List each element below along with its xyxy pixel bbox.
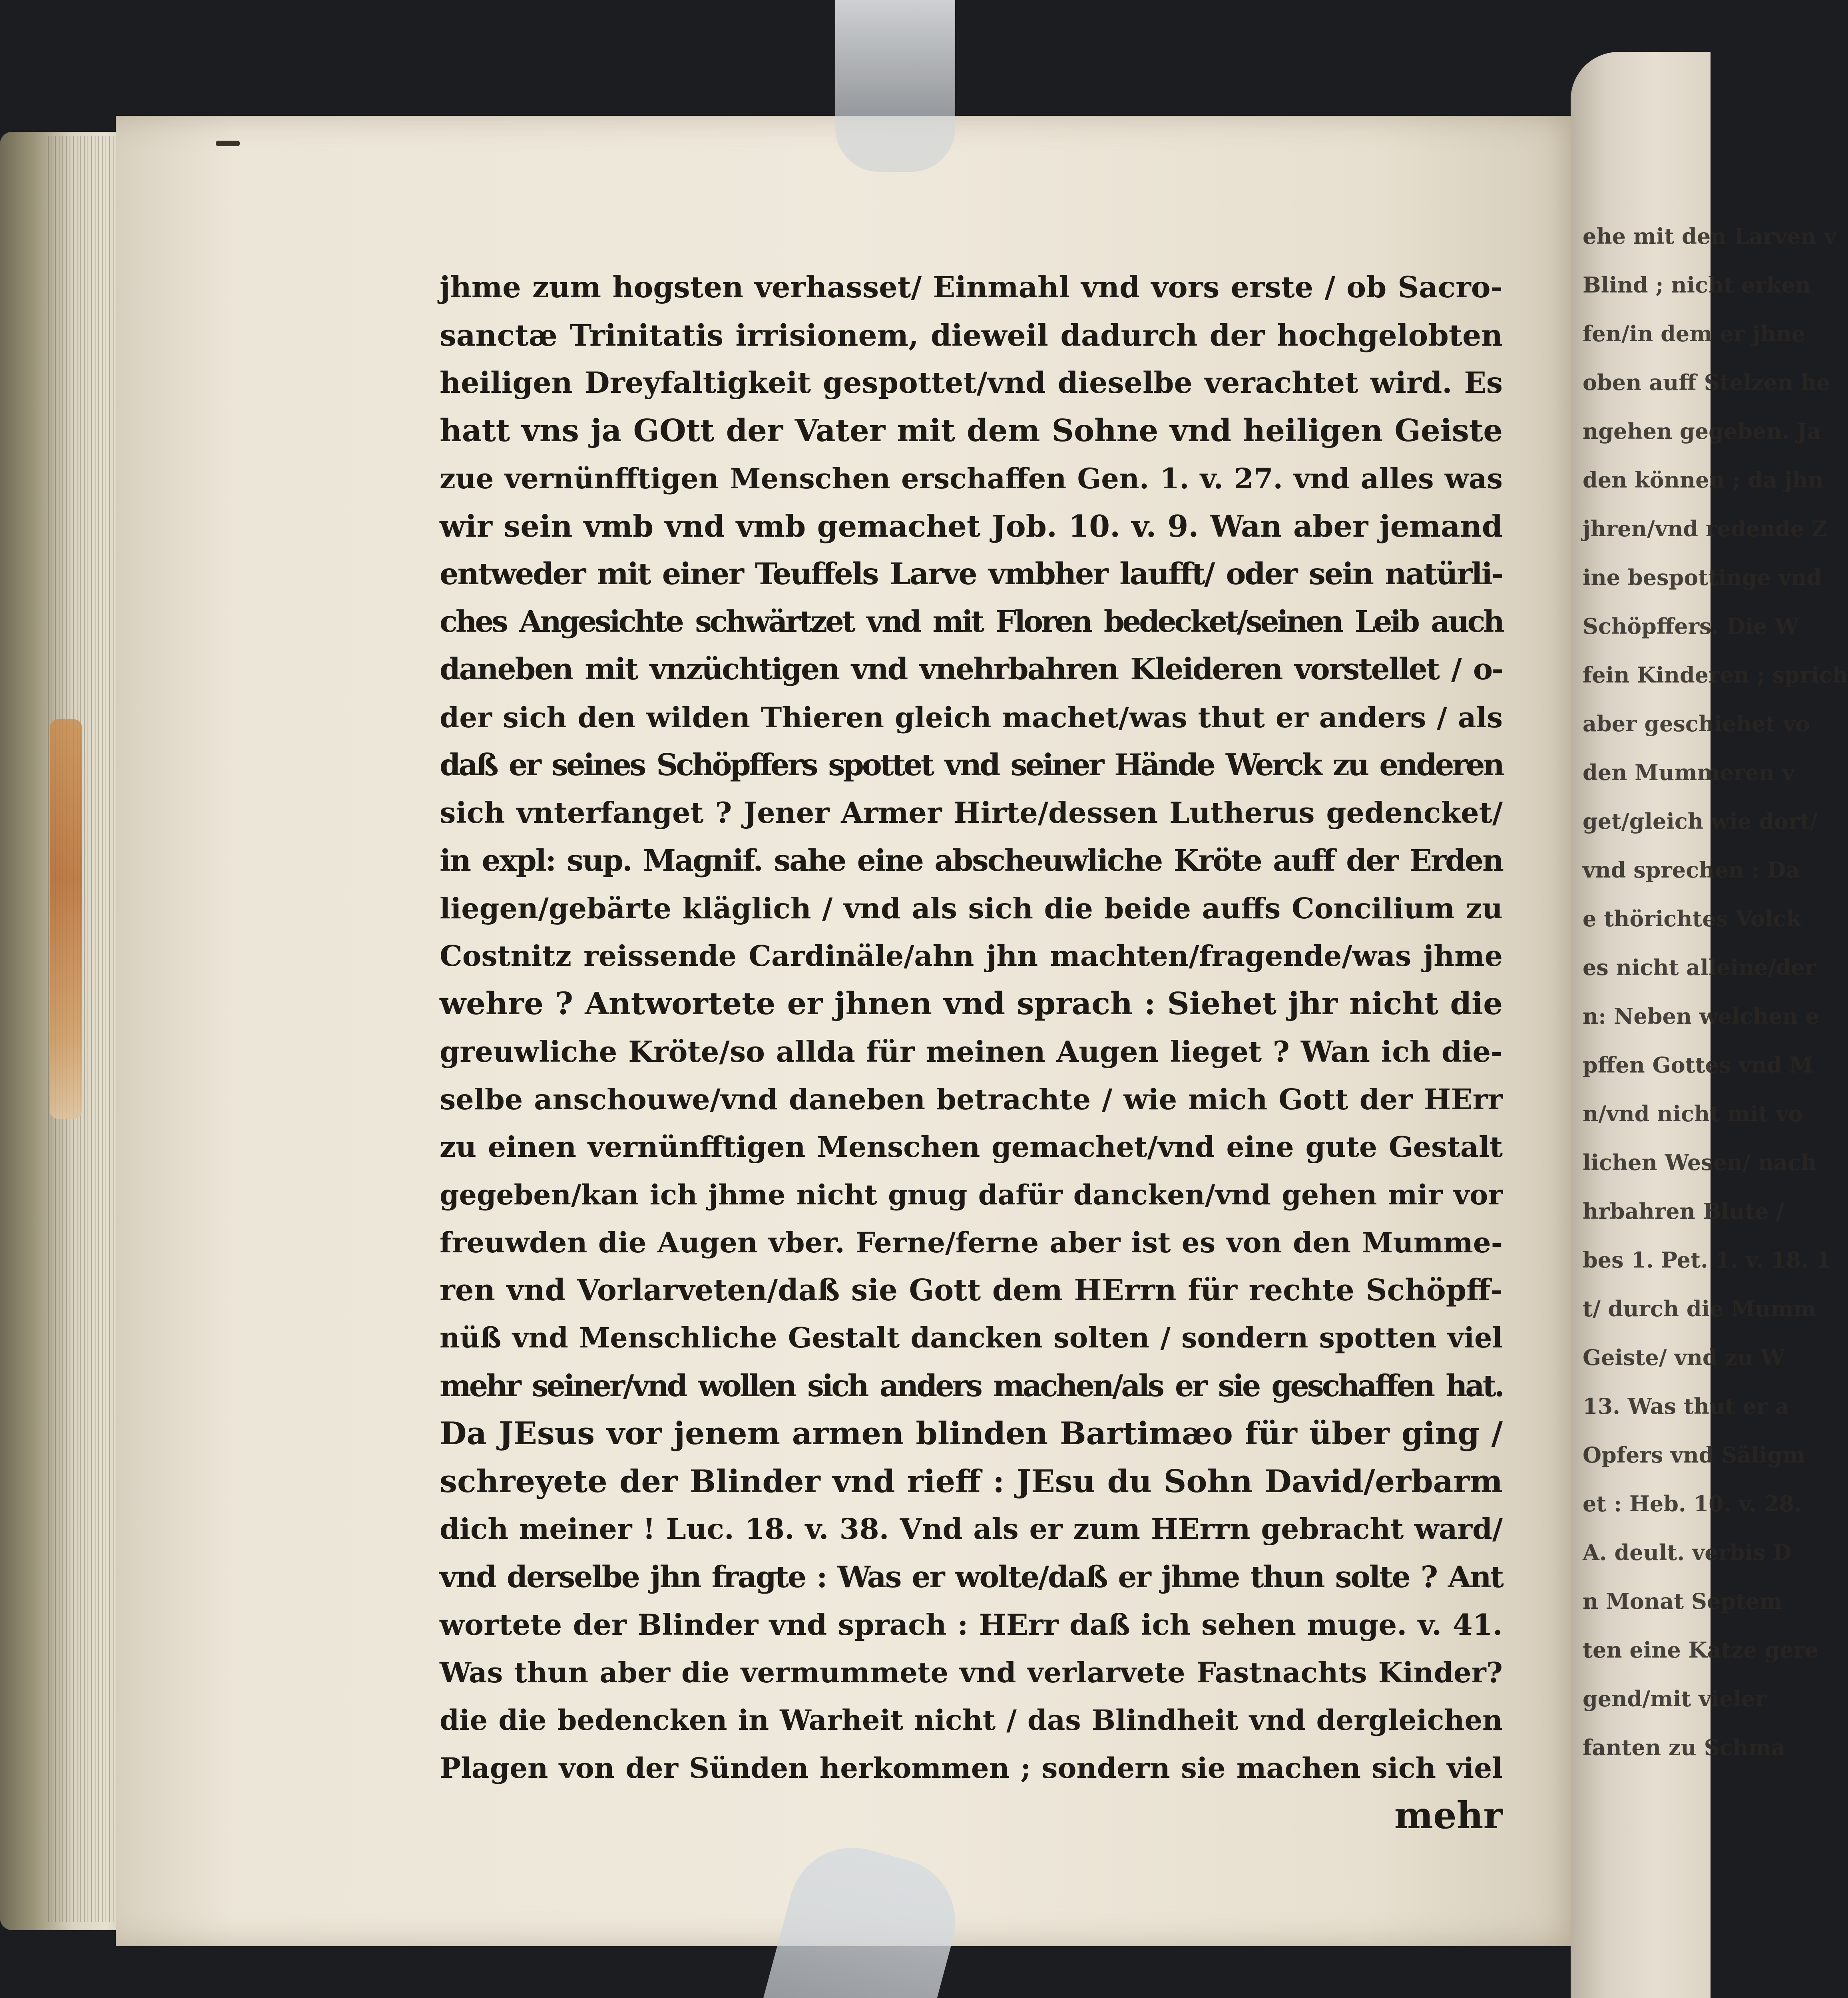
right-page-line: den Mummeren v (1583, 760, 1795, 785)
text-line: freuwden die Augen vber. Ferne/ferne aber ist es von den Mumme- (440, 1226, 1503, 1259)
text-line: jhme zum hogsten verhasset/ Einmahl vnd vors erste / ob Sacro- (440, 270, 1503, 304)
right-page-line: A. deult. verbis D (1583, 1540, 1792, 1565)
right-page-line: 13. Was thut er a (1583, 1393, 1789, 1419)
right-page-line: fen/in dem er jhne (1583, 321, 1806, 346)
right-page-line: et : Heb. 10. v. 28. (1583, 1491, 1802, 1516)
text-line: wortete der Blinder vnd sprach : HErr daß ich sehen muge. v. 41. (440, 1608, 1503, 1642)
right-page-line: t/ durch die Mumm (1583, 1296, 1816, 1321)
text-line: ren vnd Vorlarveten/daß sie Gott dem HErrn für rechte Schöpff- (440, 1273, 1503, 1307)
right-page-line: Opfers vnd Säligm (1583, 1442, 1806, 1468)
text-line: entweder mit einer Teuffels Larve vmbher laufft/ oder sein natürli- (440, 556, 1503, 591)
right-page-line: vnd sprechen : Da (1583, 857, 1800, 883)
text-line: zu einen vernünfftigen Menschen gemachet/vnd eine gute Gestalt (440, 1130, 1503, 1164)
right-page-line: aber geschiehet vo (1583, 711, 1810, 736)
right-page-line: n/vnd nicht mit vo (1583, 1101, 1803, 1126)
right-page-line: ine bespottinge vnd (1583, 565, 1822, 590)
right-page-line: get/gleich wie dort/ (1583, 808, 1818, 834)
text-line: sich vnterfanget ? Jener Armer Hirte/dessen Lutherus gedencket/ (440, 796, 1503, 830)
right-page-line: Geiste/ vnd zu W (1583, 1345, 1785, 1370)
text-line: der sich den wilden Thieren gleich machet/was thut er anders / als (440, 700, 1503, 734)
text-line: heiligen Dreyfaltigkeit gespottet/vnd dieselbe verachtet wird. Es (440, 366, 1503, 400)
text-line: hatt vns ja GOtt der Vater mit dem Sohne vnd heiligen Geiste (440, 412, 1503, 449)
right-page-line: hrbahren Blute / (1583, 1198, 1784, 1224)
right-page-line: ehe mit den Larven v (1583, 223, 1836, 249)
text-line: Was thun aber die vermummete vnd verlarvete Fastnachts Kinder? (440, 1656, 1503, 1689)
text-line: wir sein vmb vnd vmb gemachet Job. 10. v. 9. Wan aber jemand (440, 508, 1503, 544)
text-line: nüß vnd Menschliche Gestalt dancken solten / sondern spotten viel (440, 1321, 1503, 1354)
text-line: liegen/gebärte kläglich / vnd als sich die beide auffs Concilium zu (440, 891, 1503, 925)
text-line: zue vernünfftigen Menschen erschaffen Gen. 1. v. 27. vnd alles was (440, 462, 1503, 495)
page-mark (216, 141, 240, 146)
right-page-line: den können ; da jhn (1583, 467, 1824, 493)
right-page-line: bes 1. Pet. 1. v. 18. 1 (1583, 1247, 1831, 1273)
text-line: gegeben/kan ich jhme nicht gnug dafür dancken/vnd gehen mir vor (440, 1178, 1503, 1211)
text-line: sanctæ Trinitatis irrisionem, dieweil dadurch der hochgelobten (440, 318, 1503, 353)
right-page-line: e thörichtes Volck (1583, 906, 1801, 931)
text-line: ches Angesichte schwärtzet vnd mit Floren bedecket/seinen Leib auch (440, 604, 1503, 639)
text-line: wehre ? Antwortete er jhnen vnd sprach : Siehet jhr nicht die (440, 985, 1503, 1022)
right-page-line: n Monat Septem (1583, 1588, 1782, 1614)
text-line: daß er seines Schöpffers spottet vnd seiner Hände Werck zu enderen (440, 747, 1503, 782)
right-page-line: n: Neben welchen e (1583, 1003, 1820, 1029)
text-line: Plagen von der Sünden herkommen ; sondern sie machen sich viel (440, 1751, 1503, 1785)
text-line: Costnitz reissende Cardinäle/ahn jhn machten/fragende/was jhme (440, 939, 1503, 973)
right-page-line: fein Kinderen ; sprich (1583, 662, 1848, 688)
right-page-line: Schöpffers. Die W (1583, 613, 1799, 639)
right-page-line: pffen Gottes vnd M (1583, 1052, 1814, 1078)
right-page-line: oben auff Stelzen he (1583, 370, 1830, 395)
text-line: schreyete der Blinder vnd rieff : JEsu du Sohn David/erbarm (440, 1463, 1503, 1500)
right-page-line: ten eine Katze gere (1583, 1637, 1819, 1663)
catchword: mehr (1394, 1794, 1503, 1837)
text-line: dich meiner ! Luc. 18. v. 38. Vnd als er zum HErrn gebracht ward/ (440, 1512, 1503, 1546)
text-line: selbe anschouwe/vnd daneben betrachte / wie mich Gott der HErr (440, 1082, 1503, 1116)
text-line: die die bedencken in Warheit nicht / das Blindheit vnd dergleichen (440, 1703, 1503, 1737)
right-page-line: Blind ; nicht erken (1583, 272, 1811, 298)
text-line: in expl: sup. Magnif. sahe eine abscheuwliche Kröte auff der Erden (440, 843, 1503, 878)
right-page-line: fanten zu Schma (1583, 1735, 1785, 1760)
right-page-text (1583, 212, 1848, 1760)
text-line: daneben mit vnzüchtigen vnd vnehrbahren Kleideren vorstellet / o- (440, 652, 1503, 687)
edge-stain (50, 719, 82, 1119)
text-line: Da JEsus vor jenem armen blinden Bartimæo für über ging / (440, 1415, 1503, 1452)
main-text-block (440, 264, 1503, 1840)
text-line: mehr seiner/vnd wollen sich anders machen/als er sie geschaffen hat. (440, 1368, 1503, 1403)
top-page-clip (835, 0, 955, 172)
right-page-line: jhren/vnd redende Z (1583, 516, 1828, 541)
right-page-line: lichen Wesen/ nach (1583, 1150, 1817, 1175)
text-line: greuwliche Kröte/so allda für meinen Augen lieget ? Wan ich die- (440, 1035, 1503, 1069)
text-line: vnd derselbe jhn fragte : Was er wolte/daß er jhme thun solte ? Ant (440, 1559, 1503, 1594)
right-page-line: es nicht alleine/der (1583, 955, 1816, 980)
right-page-line: gend/mit vieler (1583, 1686, 1766, 1711)
right-page-line: ngehen gegeben. Ja (1583, 418, 1821, 444)
